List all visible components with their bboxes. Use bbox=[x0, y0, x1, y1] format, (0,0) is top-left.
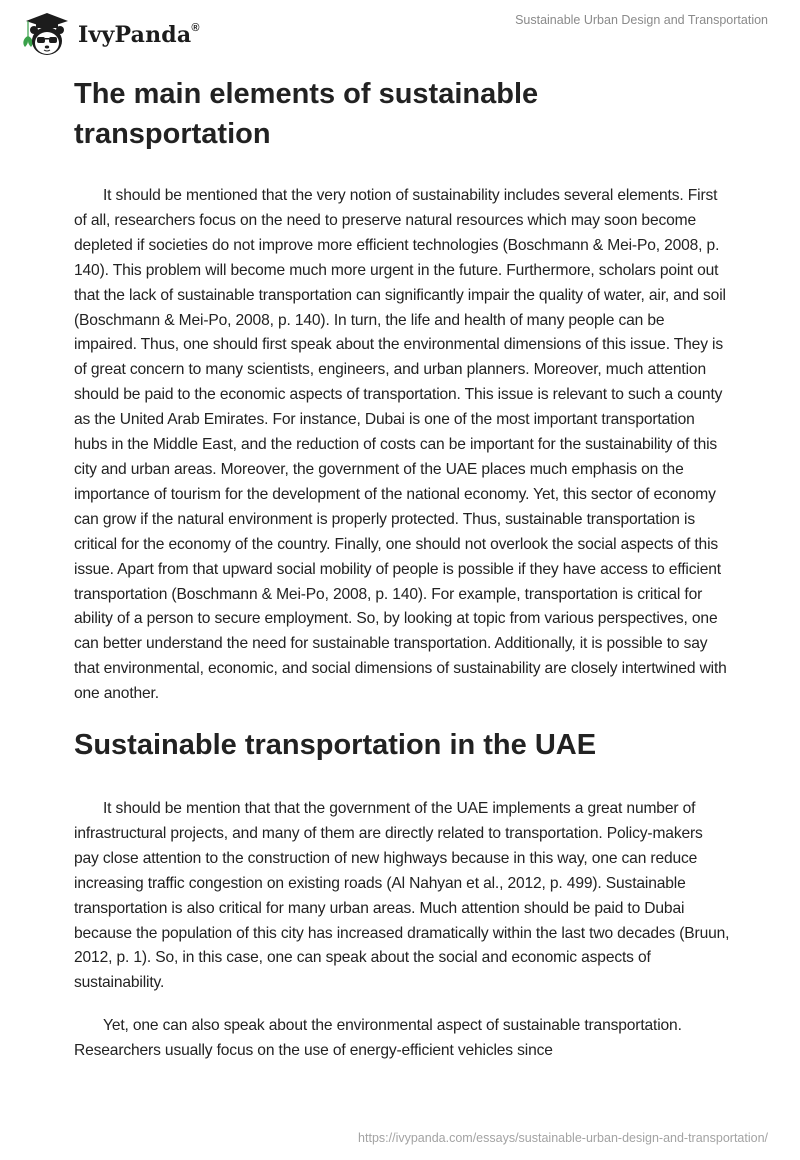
ivypanda-logo-link[interactable] bbox=[18, 8, 200, 58]
section-uae bbox=[74, 725, 730, 1064]
paragraph: It should be mentioned that the very notion of sustainability includes several elements. First of all, researchers focus on the need to preserve natural resources which may soon become depleted if societies do not improve more efficient technologies (Boschmann & Mei-Po, 2008, p. 140). This problem will become much more urgent in the future. Furthermore, scholars point out that the lack of sustainable transportation can significantly impair the quality of water, air, and soil (Boschmann & Mei-Po, 2008, p. 140). In turn, the life and health of many people can be impaired. Thus, one should first speak about the environmental dimensions of this issue. They is of great concern to many scientists, engineers, and urban planners. Moreover, much attention should be paid to the economic aspects of transportation. This issue is relevant to such a county as the United Arab Emirates. For instance, Dubai is one of the most important transportation hubs in the Middle East, and the reduction of costs can be important for the sustainability of this city and urban areas. Moreover, the government of the UAE places much emphasis on the importance of tourism for the development of the national economy. Yet, this sector of economy can grow if the natural environment is properly protected. Thus, sustainable transportation is critical for the economy of the country. Finally, one should not overlook the social aspects of this issue. Apart from that upward social mobility of people is possible if they have access to efficient transportation (Boschmann & Mei-Po, 2008, p. 140). For example, transportation is critical for ability of a person to secure employment. So, by looking at topic from various perspectives, one can better understand the need for sustainable transportation. Additionally, it is possible to say that environmental, economic, and social dimensions of sustainability are closely intertwined with one another. bbox=[74, 187, 727, 703]
document-title: Sustainable Urban Design and Transportation bbox=[515, 13, 768, 27]
section-heading: The main elements of sustainable transportation bbox=[74, 78, 539, 150]
paragraph: It should be mention that that the government of the UAE implements a great number of infrastructural projects, and many of them are directly related to transportation. Policy-makers pay close attention to the construction of new highways because in this way, one can reduce increasing traffic congestion on existing roads (Al Nahyan et al., 2012, p. 499). Sustainable transportation is also critical for many urban areas. Much attention should be paid to Dubai because the population of this city has increased dramatically within the last two decades (Bruun, 2012, p. 1). So, in this case, one can speak about the social and economic aspects of sustainability. bbox=[74, 800, 730, 992]
registered-mark: ® bbox=[191, 21, 200, 34]
section-heading: Sustainable transportation in the UAE bbox=[74, 729, 597, 762]
panda-graduate-icon bbox=[18, 8, 76, 58]
section-main-elements bbox=[74, 70, 730, 707]
essay-content bbox=[74, 70, 730, 1064]
page-header bbox=[0, 0, 800, 60]
source-url-link[interactable]: https://ivypanda.com/essays/sustainable-urban-design-and-transportation/ bbox=[358, 1131, 768, 1145]
brand-name: IvyPanda® bbox=[78, 21, 200, 48]
paragraph: Yet, one can also speak about the environmental aspect of sustainable transportation. Researchers usually focus on the use of energy-efficient vehicles since bbox=[74, 1017, 682, 1060]
